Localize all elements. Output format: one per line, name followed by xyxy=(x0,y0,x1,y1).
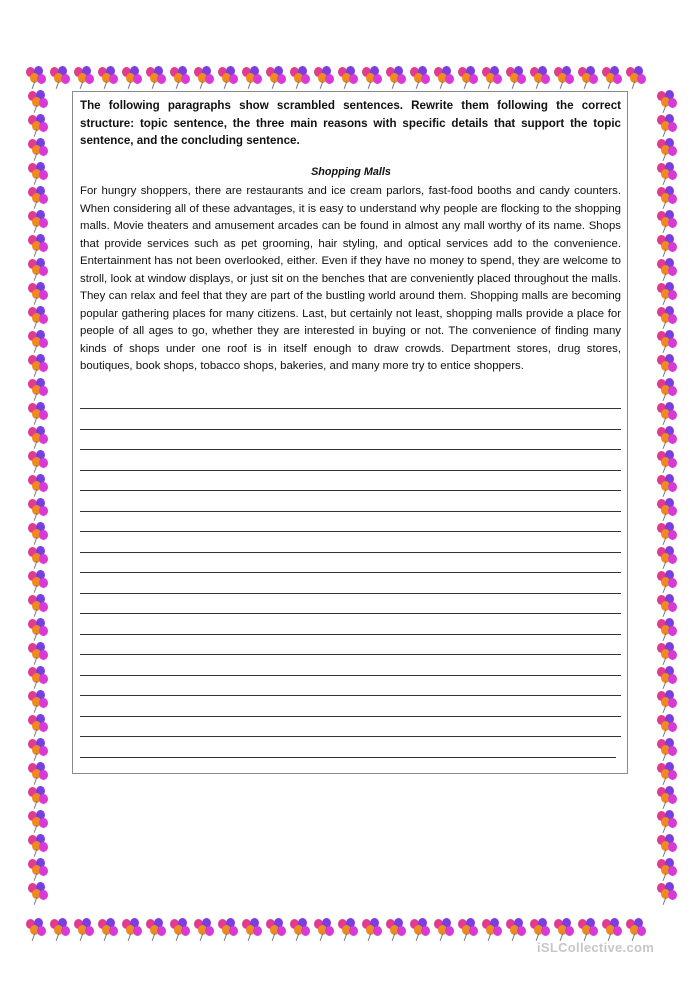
balloon-cluster-icon xyxy=(384,66,408,90)
balloon-cluster-icon xyxy=(26,402,50,426)
balloon-cluster-icon xyxy=(655,114,679,138)
balloon-cluster-icon xyxy=(288,66,312,90)
balloon-cluster-icon xyxy=(456,918,480,942)
balloon-cluster-icon xyxy=(192,66,216,90)
writing-line[interactable] xyxy=(80,449,621,450)
balloon-cluster-icon xyxy=(120,918,144,942)
balloon-cluster-icon xyxy=(26,426,50,450)
balloon-border-top xyxy=(24,66,648,90)
balloon-cluster-icon xyxy=(26,474,50,498)
balloon-cluster-icon xyxy=(576,66,600,90)
balloon-cluster-icon xyxy=(504,918,528,942)
balloon-cluster-icon xyxy=(655,162,679,186)
scrambled-paragraph: For hungry shoppers, there are restaurants and ice cream parlors, fast-food booths and candy counters. When considering all of these advantages, it is easy to understand why people are flocking to the shopping malls. Movie theaters and amusement arcades can be found in almost any mall worthy of its name. Shops that provide services such as pet grooming, hair styling, and optical services add to the convenience. Entertainment has not been overlooked, either. Even if they have no money to spend, they are welcome to stroll, look at window displays, or just sit on the benches that are conveniently placed throughout the malls. They can relax and feel that they are part of the bustling world around them. Shopping malls are becoming popular gathering places for many citizens. Last, but certainly not least, shopping malls provide a place for people of all ages to go, whether they are interested in buying or not. The convenience of finding many kinds of shops under one roof is in itself enough to draw crowds. Department stores, drug stores, boutiques, book shops, tobacco shops, bakeries, and many more try to entice shoppers. xyxy=(80,185,621,372)
balloon-cluster-icon xyxy=(26,666,50,690)
balloon-cluster-icon xyxy=(26,570,50,594)
balloon-cluster-icon xyxy=(26,162,50,186)
balloon-cluster-icon xyxy=(552,66,576,90)
balloon-cluster-icon xyxy=(26,378,50,402)
balloon-cluster-icon xyxy=(26,642,50,666)
balloon-cluster-icon xyxy=(600,66,624,90)
balloon-cluster-icon xyxy=(655,714,679,738)
balloon-cluster-icon xyxy=(26,546,50,570)
balloon-cluster-icon xyxy=(432,918,456,942)
balloon-cluster-icon xyxy=(26,306,50,330)
balloon-cluster-icon xyxy=(26,234,50,258)
balloon-cluster-icon xyxy=(655,330,679,354)
balloon-cluster-icon xyxy=(24,918,48,942)
balloon-cluster-icon xyxy=(655,138,679,162)
balloon-border-right xyxy=(655,90,679,906)
writing-line[interactable] xyxy=(80,408,621,409)
balloon-cluster-icon xyxy=(528,66,552,90)
balloon-cluster-icon xyxy=(72,918,96,942)
balloon-cluster-icon xyxy=(655,882,679,906)
balloon-cluster-icon xyxy=(655,378,679,402)
balloon-cluster-icon xyxy=(408,66,432,90)
balloon-cluster-icon xyxy=(312,66,336,90)
balloon-cluster-icon xyxy=(240,918,264,942)
balloon-cluster-icon xyxy=(120,66,144,90)
balloon-cluster-icon xyxy=(264,66,288,90)
watermark: iSLCollective.com xyxy=(537,940,655,955)
balloon-cluster-icon xyxy=(192,918,216,942)
balloon-cluster-icon xyxy=(655,210,679,234)
balloon-cluster-icon xyxy=(655,426,679,450)
writing-line[interactable] xyxy=(80,634,621,635)
balloon-cluster-icon xyxy=(456,66,480,90)
balloon-cluster-icon xyxy=(336,918,360,942)
balloon-cluster-icon xyxy=(600,918,624,942)
balloon-cluster-icon xyxy=(72,66,96,90)
balloon-cluster-icon xyxy=(624,66,648,90)
writing-line[interactable] xyxy=(80,572,621,573)
balloon-cluster-icon xyxy=(26,834,50,858)
balloon-cluster-icon xyxy=(144,918,168,942)
writing-line[interactable] xyxy=(80,511,621,512)
balloon-cluster-icon xyxy=(26,114,50,138)
balloon-cluster-icon xyxy=(48,918,72,942)
writing-line[interactable] xyxy=(80,695,621,696)
balloon-cluster-icon xyxy=(655,642,679,666)
writing-line[interactable] xyxy=(80,490,621,491)
worksheet-card xyxy=(72,91,628,774)
balloon-cluster-icon xyxy=(655,618,679,642)
balloon-cluster-icon xyxy=(528,918,552,942)
balloon-cluster-icon xyxy=(360,66,384,90)
balloon-cluster-icon xyxy=(360,918,384,942)
balloon-cluster-icon xyxy=(264,918,288,942)
balloon-cluster-icon xyxy=(26,186,50,210)
balloon-cluster-icon xyxy=(655,762,679,786)
writing-line[interactable] xyxy=(80,716,621,717)
balloon-cluster-icon xyxy=(655,738,679,762)
balloon-cluster-icon xyxy=(480,918,504,942)
balloon-cluster-icon xyxy=(26,882,50,906)
balloon-cluster-icon xyxy=(26,282,50,306)
balloon-cluster-icon xyxy=(24,66,48,90)
balloon-cluster-icon xyxy=(48,66,72,90)
writing-line[interactable] xyxy=(80,654,621,655)
balloon-cluster-icon xyxy=(26,594,50,618)
balloon-cluster-icon xyxy=(26,786,50,810)
balloon-cluster-icon xyxy=(655,858,679,882)
balloon-cluster-icon xyxy=(576,918,600,942)
balloon-cluster-icon xyxy=(624,918,648,942)
balloon-cluster-icon xyxy=(216,918,240,942)
balloon-cluster-icon xyxy=(504,66,528,90)
writing-line[interactable] xyxy=(80,531,621,532)
balloon-cluster-icon xyxy=(26,450,50,474)
balloon-cluster-icon xyxy=(655,690,679,714)
balloon-cluster-icon xyxy=(655,186,679,210)
writing-line[interactable] xyxy=(80,552,621,553)
writing-line[interactable] xyxy=(80,593,621,594)
balloon-cluster-icon xyxy=(655,282,679,306)
balloon-cluster-icon xyxy=(480,66,504,90)
balloon-border-bottom xyxy=(24,918,648,942)
balloon-cluster-icon xyxy=(26,738,50,762)
text-title: Shopping Malls xyxy=(311,166,391,178)
balloon-cluster-icon xyxy=(26,810,50,834)
balloon-cluster-icon xyxy=(144,66,168,90)
balloon-cluster-icon xyxy=(432,66,456,90)
writing-line[interactable] xyxy=(80,429,621,430)
writing-line[interactable] xyxy=(80,470,621,471)
balloon-cluster-icon xyxy=(26,210,50,234)
balloon-cluster-icon xyxy=(655,402,679,426)
balloon-cluster-icon xyxy=(26,762,50,786)
writing-line[interactable] xyxy=(80,613,621,614)
balloon-cluster-icon xyxy=(655,546,679,570)
balloon-cluster-icon xyxy=(216,66,240,90)
balloon-cluster-icon xyxy=(655,258,679,282)
balloon-cluster-icon xyxy=(96,918,120,942)
balloon-cluster-icon xyxy=(655,834,679,858)
balloon-cluster-icon xyxy=(312,918,336,942)
balloon-cluster-icon xyxy=(655,90,679,114)
balloon-cluster-icon xyxy=(655,234,679,258)
balloon-cluster-icon xyxy=(26,90,50,114)
writing-line[interactable] xyxy=(80,675,621,676)
balloon-cluster-icon xyxy=(655,474,679,498)
balloon-cluster-icon xyxy=(168,918,192,942)
balloon-cluster-icon xyxy=(384,918,408,942)
balloon-cluster-icon xyxy=(26,258,50,282)
balloon-cluster-icon xyxy=(655,666,679,690)
balloon-cluster-icon xyxy=(655,786,679,810)
writing-line[interactable] xyxy=(80,757,616,758)
balloon-cluster-icon xyxy=(655,306,679,330)
balloon-cluster-icon xyxy=(96,66,120,90)
balloon-cluster-icon xyxy=(655,450,679,474)
balloon-cluster-icon xyxy=(26,618,50,642)
balloon-cluster-icon xyxy=(26,522,50,546)
balloon-cluster-icon xyxy=(26,138,50,162)
balloon-cluster-icon xyxy=(26,858,50,882)
balloon-cluster-icon xyxy=(408,918,432,942)
balloon-cluster-icon xyxy=(655,498,679,522)
balloon-cluster-icon xyxy=(26,330,50,354)
balloon-cluster-icon xyxy=(336,66,360,90)
balloon-cluster-icon xyxy=(240,66,264,90)
writing-line[interactable] xyxy=(80,736,621,737)
balloon-cluster-icon xyxy=(26,354,50,378)
balloon-cluster-icon xyxy=(26,498,50,522)
balloon-cluster-icon xyxy=(655,522,679,546)
balloon-cluster-icon xyxy=(655,594,679,618)
balloon-cluster-icon xyxy=(552,918,576,942)
balloon-cluster-icon xyxy=(26,714,50,738)
balloon-border-left xyxy=(26,90,50,906)
balloon-cluster-icon xyxy=(288,918,312,942)
balloon-cluster-icon xyxy=(26,690,50,714)
instructions-text: The following paragraphs show scrambled sentences. Rewrite them following the correct structure: topic sentence, the three main reasons with specific details that support the topic sentence, and the concluding sentence. xyxy=(80,99,621,147)
balloon-cluster-icon xyxy=(655,810,679,834)
balloon-cluster-icon xyxy=(655,570,679,594)
balloon-cluster-icon xyxy=(168,66,192,90)
balloon-cluster-icon xyxy=(655,354,679,378)
